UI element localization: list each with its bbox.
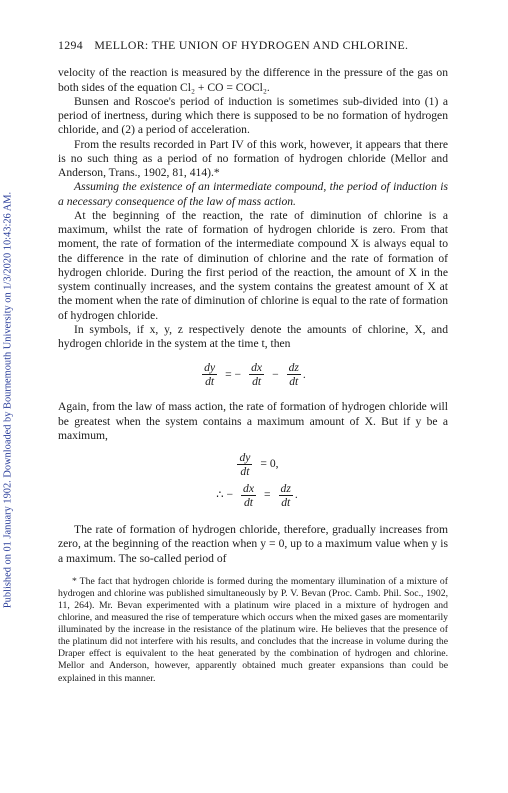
page-number: 1294	[58, 38, 83, 52]
fraction-dz-dt: $\frac{dz}{dt}$	[288, 361, 299, 389]
download-watermark	[0, 0, 16, 793]
paragraph-1: velocity of the reaction is measured by the difference in the pressure of the gas on both sides of the equation Cl₂ + CO = COCl₂.	[58, 66, 448, 94]
paragraph-2: Bunsen and Roscoe's period of induction is sometimes sub-divided into (1) a period of inertness, during which there is supposed to be no formation of hydrogen chloride, and (2) a period of acceleration.	[58, 94, 448, 137]
equation-2: $\frac{dy}{dt}$ = 0,	[239, 451, 279, 478]
paragraph-8: The rate of formation of hydrogen chloride, therefore, gradually increases from zero, at the beginning of the reaction when y = 0, up to a maximum value when y is a maximum. The so-called period of	[58, 523, 448, 565]
running-header	[58, 38, 448, 52]
fraction-dx-dt: $\frac{dx}{dt}$	[243, 482, 254, 509]
download-watermark-text: Published on 01 January 1902. Downloaded by Bournemouth University on 1/3/2020 10:43:26 AM.	[2, 191, 14, 609]
paragraph-6: In symbols, if x, y, z respectively denote the amounts of chlorine, X, and hydrogen chloride in the system at the time t, then	[58, 322, 448, 350]
paragraph-5: At the beginning of the reaction, the rate of diminution of chlorine is a maximum, whilst the rate of formation of hydrogen chloride is zero. From that moment, the rate of formation of the intermediate compound X is always equal to the difference in the rate of diminution of chlorine and the rate of formation of hydrogen chloride. During the first period of the reaction, the amount of X in the system continually increases, and the system contains the greatest amount of X at the moment when the rate of diminution of chlorine is equal to the rate of formation of hydrogen chloride.	[58, 208, 448, 322]
running-title: MELLOR: THE UNION OF HYDROGEN AND CHLORINE.	[94, 38, 409, 52]
footnote-text: * The fact that hydrogen chloride is formed during the momentary illumination of a mixture of hydrogen and chlorine was published simultaneously by P. V. Bevan (Proc. Camb. Phil. Soc., 1902, 11, 264). Mr. Bevan experimented with a platinum wire placed in a mixture of hydrogen and chlorine, and measured the rise of temperature which occurs when the mixed gases are momentarily illuminated by the increase in the resistance of the platinum wire. He believes that the presence of the platinum did not interfere with his results, and concludes that the increase in volume during the Draper effect is equivalent to the heat generated by the combination of hydrogen and chlorine. Mellor and Anderson, however, apparently obtained much greater expansions than could be explained in this manner.	[58, 575, 448, 684]
paragraph-4-italic: Assuming the existence of an intermediate compound, the period of induction is a necessary consequence of the law of mass action.	[58, 180, 448, 208]
footnote	[58, 576, 448, 685]
paragraph-3: From the results recorded in Part IV of this work, however, it appears that there is no such thing as a period of no formation of hydrogen chloride (Mellor and Anderson, Trans., 1902, 81, 414).*	[58, 137, 448, 179]
page-body	[58, 38, 448, 685]
paragraph-7: Again, from the law of mass action, the rate of formation of hydrogen chloride will be greatest when the system contains a maximum amount of X. But if y be a maximum,	[58, 400, 448, 442]
fraction-dx-dt: $\frac{dx}{dt}$	[251, 361, 263, 389]
equation-1: $\frac{dy}{dt}$ = − $\frac{dx}{dt}$ − $\frac{dz}{dt}$ .	[204, 361, 306, 389]
fraction-dy-dt: $\frac{dy}{dt}$	[204, 361, 216, 389]
equation-3: ∴ − $\frac{dx}{dt}$ = $\frac{dz}{dt}$ .	[216, 482, 298, 509]
fraction-dy-dt: $\frac{dy}{dt}$	[239, 451, 251, 478]
fraction-dz-dt: $\frac{dz}{dt}$	[280, 482, 291, 509]
